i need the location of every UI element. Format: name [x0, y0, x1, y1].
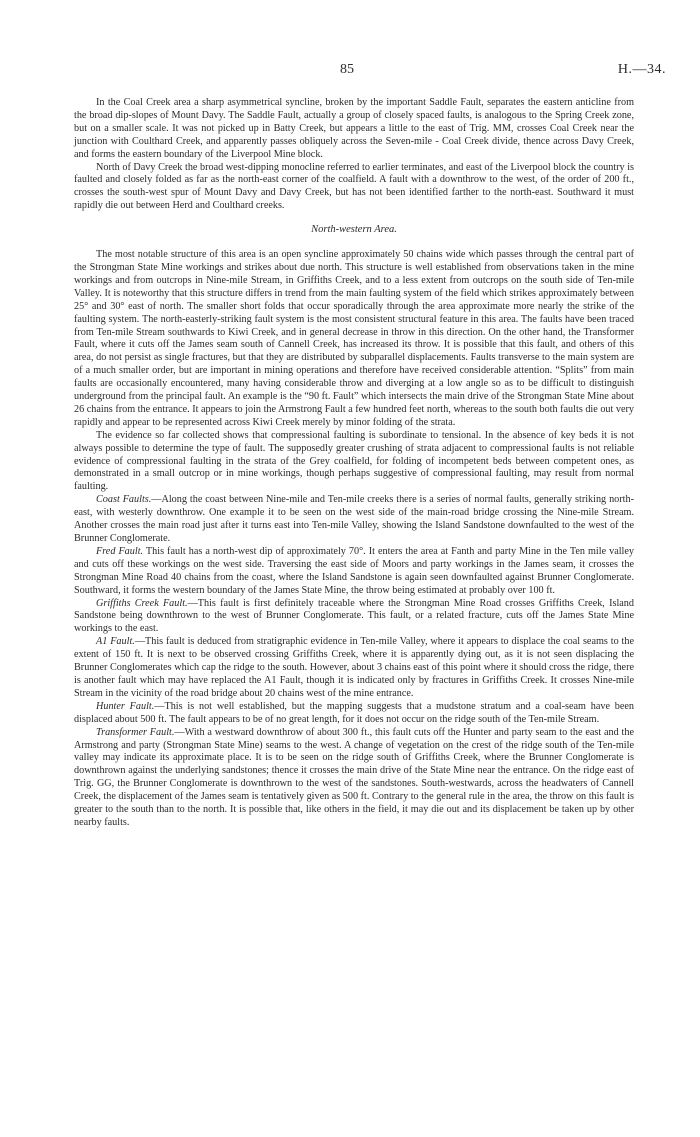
fault-name: Fred Fault.	[96, 545, 144, 557]
fault-name: Transformer Fault.	[96, 726, 175, 738]
fault-paragraph	[74, 727, 634, 830]
fault-description: —This fault is deduced from stratigraphic evidence in Ten-mile Valley, where it appears to displace the coal seams to the extent of 150 ft. It is next to be observed crossing Griffiths Creek, where it is apparently dying out, as it is not seen displacing the Brunner Conglomerates which cap the ridge to the south. However, about 3 chains east of this point where it should cross the ridge, there is another fault which may have replaced the A1 Fault, though it is indicated only by fractures in Griffiths Creek. It crosses Nine-mile Stream in the vicinity of the road bridge about 20 chains west of the mine entrance.	[74, 636, 634, 699]
fault-name: A1 Fault.	[96, 636, 135, 648]
fault-description: —With a westward downthrow of about 300 ft., this fault cuts off the Hunter and party seam to the east and the Armstrong and party (Strongman State Mine) seams to the west. A change of vegetation on the crest of the ridge south of the Ten-mile valley may indicate its approximate place. It is to be seen on the ridge south of Griffiths Creek, where the Brunner Conglomerate is downthrown against the underlying sandstones; thence it crosses the main drive of the State Mine near the entrance. On the ridge east of Trig. GG, the Brunner Conglomerate is downthrown to the west of the sandstones. South-westwards, across the headwaters of Cannell Creek, the displacement of the James seam is tentatively given as 500 ft. Contrary to the general rule in the area, the throw on this fault is greater to the south than to the north. It is possible that, like others in the field, it may die out and its displacement be taken up by other nearby faults.	[74, 726, 635, 828]
fault-paragraph	[74, 701, 634, 727]
fault-name: Griffiths Creek Fault.	[96, 597, 188, 609]
fault-paragraph	[74, 598, 634, 637]
page-header	[0, 62, 700, 82]
paragraph-saddle-fault: In the Coal Creek area a sharp asymmetrical syncline, broken by the important Saddle Fault, separates the eastern anticline from the broad dip-slopes of Mount Davy. The Saddle Fault, actually a group of closely spaced faults, is analogous to the Spring Creek zone, but on a smaller scale. It was not picked up in Batty Creek, but appears a little to the east of Trig. MM, crosses Coal Creek near the junction with Coulthard Creek, and apparently passes obliquely across the Seven-mile - Coal Creek divide, thence across Davy Creek, and forms the eastern boundary of the Liverpool Mine block.	[74, 97, 634, 160]
fault-name: Hunter Fault.	[96, 700, 155, 712]
fault-name: Coast Faults.	[96, 494, 152, 506]
fault-description: —Along the coast between Nine-mile and Ten-mile creeks there is a series of normal faults, generally striking north-east, with westerly downthrow. One example it to be seen on the west side of the main-road bridge crossing the Nine-mile Stream. Another crosses the main road just after it turns east into Ten-mile Valley, showing the Island Sandstone downfaulted to the west of the Brunner Conglomerate.	[74, 494, 634, 544]
fault-description: This fault has a north-west dip of approximately 70°. It enters the area at Fanth and party Mine in the Ten mile valley and cuts off these workings on the west side. Traversing the east side of Moors and party workings in the James seam, it crosses the Strongman Mine Road 40 chains from the coast, where the Island Sandstone is again seen downfaulted against Brunner Conglomerate. Southward, it forms the western boundary of the James State Mine, the throw being estimated at probably over 100 ft.	[74, 545, 635, 596]
fault-description: —This is not well established, but the mapping suggests that a mudstone stratum and a coal-seam have been displaced about 500 ft. The fault appears to be of no great length, for it does not occur on the ridge south of the Ten-mile Stream.	[74, 700, 634, 725]
paragraph-syncline: The most notable structure of this area is an open syncline approximately 50 chains wide which passes through the central part of the Strongman State Mine workings and strikes about due north. This structure is well established from observations taken in the mine workings and from outcrops in Nine-mile Stream, in Griffiths Creek, and to a less extent from outcrops on the south side of Ten-mile Valley. It is noteworthy that this structure differs in trend from the main faulting system of the field which strikes approximately between 25° and 30° east of north. The smaller short folds that occur sporadically through the area approximate more nearly the strike of the faulting system. The north-easterly-striking fault system is the most consistent structural feature in this area. The faults have been traced from Ten-mile Stream southwards to Kiwi Creek, and in general decrease in throw in this direction. On the other hand, the Transformer Fault, where it cuts off the James seam south of Cannell Creek, has increased its throw. It is possible that this fault, and others of this area, do not persist as single fractures, but that they are distributed by subparallel displacements. Faults transverse to the main system are of a much smaller order, but are important in mining operations and therefore have received considerable attention. “Splits” from main faults are occasionally encountered, many having considerable throw and diverging at a low angle so as to be difficult to distinguish underground from the principal fault. An example is the “90 ft. Fault” which intersects the main drive of the Strongman State Mine about 26 chains from the entrance. It appears to join the Armstrong Fault a few hundred feet north, whereas to the south both faults die out very rapidly and appear to be represented across Kiwi Creek merely by minor folding of the strata.	[74, 249, 634, 428]
fault-paragraph	[74, 546, 634, 598]
page-number: 85	[340, 62, 354, 77]
paragraph-davy-creek: North of Davy Creek the broad west-dipping monocline referred to earlier terminates, and east of the Liverpool block the country is faulted and closely folded as far as the north-east corner of the coalfield. A fault with a downthrow to the west, of the order of 200 ft., crosses the south-west spur of Mount Davy and Davy Creek, but has not been identified farther to the north-east. Southward it must rapidly die out between Herd and Coulthard creeks.	[74, 161, 634, 212]
fault-paragraph	[74, 636, 634, 701]
body-text	[74, 97, 634, 830]
fault-paragraph	[74, 494, 634, 546]
report-reference: H.—34.	[617, 62, 666, 77]
fault-description: —This fault is first definitely traceable where the Strongman Mine Road crosses Griffiths Creek, Island Sandstone being downthrown to the west of Brunner Conglomerate. This fault, or a related fracture, cuts off the James State Mine workings to the east.	[74, 597, 634, 635]
paragraph-compressional-faulting: The evidence so far collected shows that compressional faulting is subordinate to tensional. In the absence of key beds it is not always possible to determine the type of fault. The supposedly greater crushing of strata adjacent to compressional faults is not reliable evidence of compressional faulting in the strata of the Grey coalfield, for folding of incompetent beds between competent ones, as demonstrated in a small outcrop or in mine workings, though perhaps suggestive of compressional faulting, may result from normal faulting.	[74, 429, 634, 493]
section-heading: North-western Area.	[311, 224, 397, 236]
